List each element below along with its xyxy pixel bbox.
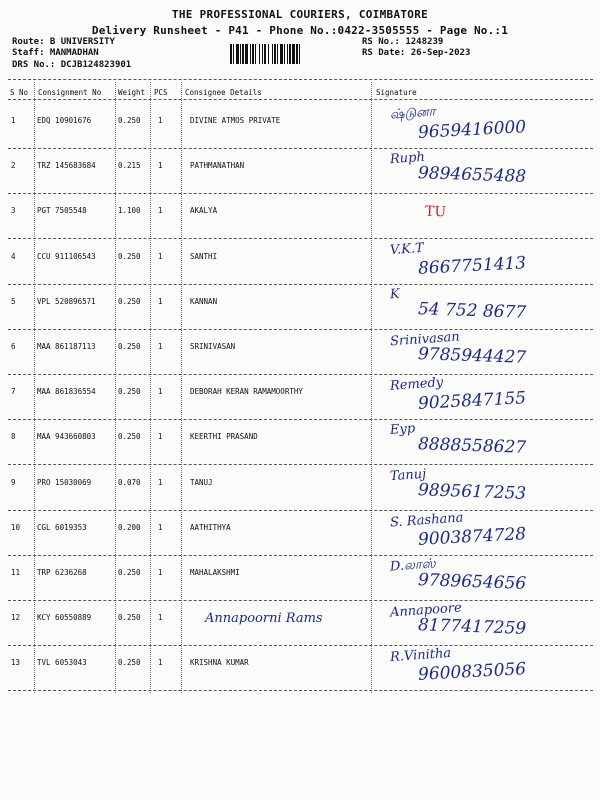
row-consignee: KRISHNA KUMAR <box>190 658 249 667</box>
row-weight: 0.250 <box>118 252 141 261</box>
row-weight: 0.250 <box>118 432 141 441</box>
column-line <box>150 82 151 693</box>
header-consignee: Consignee Details <box>185 88 262 97</box>
row-pcs: 1 <box>158 297 163 306</box>
row-consignment-no: TRZ 145683684 <box>37 161 96 170</box>
row-consignment-no: VPL 520896571 <box>37 297 96 306</box>
header-pcs: PCS <box>154 88 168 97</box>
row-consignee: DEBORAH KERAN RAMAMOORTHY <box>190 387 303 396</box>
signature-name: Remedy <box>389 375 444 394</box>
row-consignee: MAHALAKSHMI <box>190 568 240 577</box>
staff-label: Staff: MANMADHAN <box>12 48 99 58</box>
signature-name: D.லாஸ் <box>389 556 437 575</box>
row-consignment-no: KCY 60550889 <box>37 613 92 622</box>
row-consignee: Annapoorni Rams <box>205 611 323 626</box>
row-weight: 0.250 <box>118 342 141 351</box>
route-label: Route: B UNIVERSITY <box>12 37 115 47</box>
row-pcs: 1 <box>158 252 163 261</box>
row-sno: 3 <box>11 206 16 215</box>
row-pcs: 1 <box>158 523 163 532</box>
row-consignee: PATHMANATHAN <box>190 161 245 170</box>
row-pcs: 1 <box>158 613 163 622</box>
signature-name: ஷ்டுனா <box>389 104 436 123</box>
row-sno: 12 <box>11 613 21 622</box>
row-consignment-no: TRP 6236268 <box>37 568 87 577</box>
row-pcs: 1 <box>158 161 163 170</box>
row-weight: 0.070 <box>118 478 141 487</box>
column-line <box>115 82 116 693</box>
row-consignee: KANNAN <box>190 297 218 306</box>
row-sno: 7 <box>11 387 16 396</box>
runsheet-title: Delivery Runsheet - P41 - Phone No.:0422-3505555 - Page No.:1 <box>91 24 509 37</box>
signature-phone: 9003874728 <box>417 524 527 550</box>
row-weight: 1.100 <box>118 206 141 215</box>
signature-phone: 54 752 8677 <box>417 299 527 323</box>
row-sno: 6 <box>11 342 16 351</box>
row-sno: 13 <box>11 658 21 667</box>
column-line <box>181 82 182 693</box>
row-divider <box>8 193 593 194</box>
row-consignee: KEERTHI PRASAND <box>190 432 258 441</box>
header-signature: Signature <box>376 88 417 97</box>
header-consignment: Consignment No <box>38 88 102 97</box>
row-divider <box>8 329 593 330</box>
row-pcs: 1 <box>158 432 163 441</box>
signature-phone: 9789654656 <box>417 570 527 594</box>
signature-phone: 9659416000 <box>417 117 527 143</box>
row-divider <box>8 238 593 239</box>
row-consignment-no: CGL 6019353 <box>37 523 87 532</box>
row-divider <box>8 645 593 646</box>
signature-name: K <box>389 286 401 303</box>
row-consignee: SRINIVASAN <box>190 342 236 351</box>
signature-phone: 9895617253 <box>417 480 527 504</box>
row-consignment-no: MAA 861836554 <box>37 387 96 396</box>
row-sno: 5 <box>11 297 16 306</box>
row-weight: 0.250 <box>118 613 141 622</box>
row-weight: 0.250 <box>118 658 141 667</box>
signature-phone: 8667751413 <box>417 253 527 279</box>
divider <box>8 99 593 100</box>
signature-name: Eyp <box>389 421 416 438</box>
row-divider <box>8 690 593 691</box>
signature-name: S. Rashana <box>389 510 464 531</box>
signature-name: Annapoore <box>389 600 463 621</box>
row-weight: 0.250 <box>118 387 141 396</box>
divider <box>8 79 593 80</box>
row-sno: 8 <box>11 432 16 441</box>
signature-name: Srinivasan <box>389 329 461 350</box>
row-sno: 1 <box>11 116 16 125</box>
row-consignment-no: CCU 911106543 <box>37 252 96 261</box>
signature-phone: TU <box>424 203 447 221</box>
row-sno: 10 <box>11 523 21 532</box>
signature-phone: 9600835056 <box>417 659 527 685</box>
row-divider <box>8 600 593 601</box>
row-pcs: 1 <box>158 116 163 125</box>
rs-number: RS No.: 1248239 <box>362 37 444 47</box>
row-consignment-no: MAA 943660803 <box>37 432 96 441</box>
row-sno: 11 <box>11 568 21 577</box>
barcode <box>230 44 352 64</box>
signature-phone: 9894655488 <box>417 163 527 187</box>
row-divider <box>8 148 593 149</box>
signature-name: Ruph <box>389 149 426 168</box>
row-divider <box>8 419 593 420</box>
row-divider <box>8 464 593 465</box>
row-weight: 0.250 <box>118 116 141 125</box>
drs-number: DRS No.: DCJB124823901 <box>12 60 132 70</box>
row-consignment-no: PGT 7505548 <box>37 206 87 215</box>
row-weight: 0.200 <box>118 523 141 532</box>
row-divider <box>8 284 593 285</box>
row-sno: 4 <box>11 252 16 261</box>
row-weight: 0.250 <box>118 568 141 577</box>
signature-phone: 8888558627 <box>417 434 527 458</box>
row-consignee: DIVINE ATMOS PRIVATE <box>190 116 281 125</box>
row-sno: 9 <box>11 478 16 487</box>
row-consignment-no: PRO 15030069 <box>37 478 92 487</box>
row-weight: 0.250 <box>118 297 141 306</box>
row-consignment-no: TVL 6053043 <box>37 658 87 667</box>
rs-date: RS Date: 26-Sep-2023 <box>362 48 471 58</box>
header-weight: Weight <box>118 88 146 97</box>
row-divider <box>8 555 593 556</box>
row-consignee: SANTHI <box>190 252 218 261</box>
row-pcs: 1 <box>158 568 163 577</box>
header-sno: S No <box>10 88 29 97</box>
row-sno: 2 <box>11 161 16 170</box>
row-pcs: 1 <box>158 387 163 396</box>
signature-name: V.K.T <box>389 240 425 259</box>
signature-name: Tanuj <box>389 466 427 485</box>
signature-phone: 8177417259 <box>417 615 527 639</box>
row-consignee: AATHITHYA <box>190 523 231 532</box>
column-line <box>34 82 35 693</box>
row-pcs: 1 <box>158 342 163 351</box>
signature-phone: 9785944427 <box>417 344 527 368</box>
signature-phone: 9025847155 <box>417 388 527 414</box>
row-pcs: 1 <box>158 206 163 215</box>
row-consignment-no: MAA 861187113 <box>37 342 96 351</box>
column-line <box>371 82 372 693</box>
row-pcs: 1 <box>158 478 163 487</box>
row-divider <box>8 510 593 511</box>
signature-name: R.Vinitha <box>389 645 452 666</box>
row-weight: 0.215 <box>118 161 141 170</box>
row-consignee: AKALYA <box>190 206 218 215</box>
row-consignment-no: EDQ 10901676 <box>37 116 92 125</box>
row-pcs: 1 <box>158 658 163 667</box>
row-consignee: TANUJ <box>190 478 213 487</box>
row-divider <box>8 374 593 375</box>
company-title: THE PROFESSIONAL COURIERS, COIMBATORE <box>171 8 429 21</box>
